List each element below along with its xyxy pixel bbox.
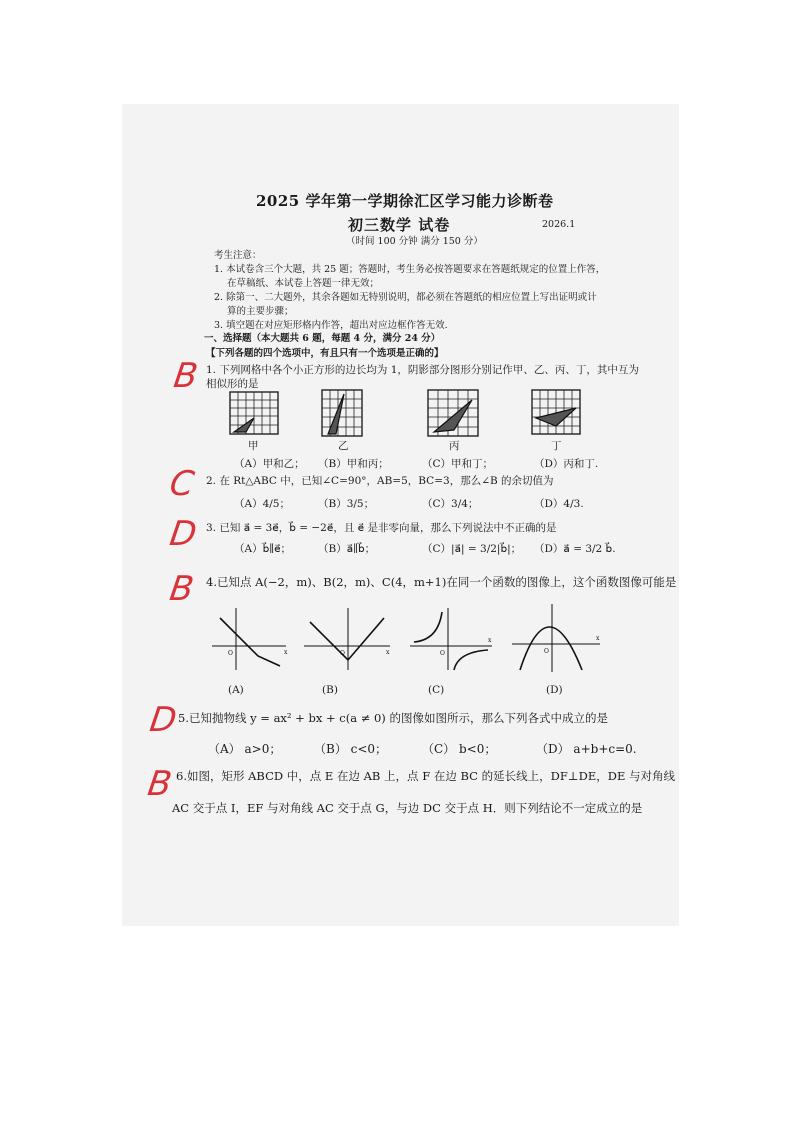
handwritten-answer-4: B	[167, 569, 197, 609]
q3-option-c: （C）|a⃗| = 3/2|b⃗|；	[422, 543, 522, 555]
notes-line-5: 3. 填空题在对应矩形格内作答，超出对应边框作答无效.	[214, 320, 448, 331]
q4-graph-a	[210, 608, 290, 672]
q1-label-bing: 丙	[449, 440, 460, 452]
handwritten-answer-3: D	[167, 514, 199, 554]
svg-text:O: O	[340, 650, 345, 657]
q5-option-d: （D） a+b+c=0.	[536, 742, 637, 756]
q4-stem: 4.已知点 A(−2，m)、B(2，m)、C(4，m+1)在同一个函数的图像上，这个函数图像可能是	[206, 575, 677, 589]
q6-stem-line-1: 6.如图，矩形 ABCD 中，点 E 在边 AB 上，点 F 在边 BC 的延长线上，DF⊥DE，DE 与对角线	[176, 769, 676, 783]
q1-figure-bing	[428, 390, 478, 436]
handwritten-answer-6: B	[145, 764, 175, 804]
q2-option-c: （C）3/4；	[422, 498, 479, 510]
notes-line-2: 在草稿纸、本试卷上答题一律无效；	[227, 278, 380, 289]
q2-option-d: （D）4/3.	[534, 498, 584, 510]
notes-heading: 考生注意：	[214, 250, 262, 261]
q1-stem-line-1: 1. 下列网格中各个小正方形的边长均为 1，阴影部分图形分别记作甲、乙、丙、丁，其中互为	[206, 364, 639, 376]
q1-label-ding: 丁	[551, 440, 562, 452]
q3-option-a: （A）b⃗∥e⃗；	[234, 543, 292, 555]
handwritten-answer-5: D	[147, 700, 179, 740]
q4-option-d: (D)	[546, 684, 563, 696]
q1-option-b: （B）甲和丙；	[318, 458, 389, 470]
notes-line-1: 1. 本试卷含三个大题，共 25 题；答题时，考生务必按答题要求在答题纸规定的位置上作答，	[214, 264, 606, 275]
svg-text:O: O	[440, 650, 445, 657]
q4-option-b: (B)	[322, 684, 338, 696]
q4-graph-b	[302, 608, 392, 672]
q4-option-c: (C)	[428, 684, 445, 696]
q5-option-a: （A） a>0；	[208, 742, 282, 756]
scanned-exam-page	[122, 104, 679, 926]
svg-text:O: O	[228, 650, 233, 657]
section-heading: 一、选择题（本大题共 6 题，每题 4 分，满分 24 分）	[204, 333, 441, 344]
q1-label-jia: 甲	[248, 440, 259, 452]
q5-option-b: （B） c<0；	[314, 742, 388, 756]
q1-figure-jia	[230, 392, 278, 434]
svg-text:x: x	[596, 635, 600, 642]
exam-title: 2025 学年第一学期徐汇区学习能力诊断卷	[256, 192, 554, 210]
q5-stem: 5.已知抛物线 y = ax² + bx + c(a ≠ 0) 的图像如图所示，那么下列各式中成立的是	[178, 711, 608, 725]
time-info: （时间 100 分钟 满分 150 分）	[346, 236, 483, 247]
q3-option-d: （D）a⃗ = 3/2 b⃗.	[534, 543, 616, 555]
svg-text:O: O	[544, 648, 549, 655]
section-instruction: 【下列各题的四个选项中，有且只有一个选项是正确的】	[206, 348, 444, 359]
q4-graph-c	[408, 608, 494, 672]
q1-stem-line-2: 相似形的是	[206, 378, 259, 390]
q1-figure-yi	[322, 390, 362, 436]
q4-graph-d	[510, 604, 602, 674]
q4-option-a: (A)	[228, 684, 244, 696]
q6-stem-line-2: AC 交于点 I，EF 与对角线 AC 交于点 G，与边 DC 交于点 H．则下列结论不一定成立的是	[172, 801, 643, 815]
exam-subtitle: 初三数学 试卷	[348, 216, 451, 234]
svg-text:x: x	[284, 649, 288, 656]
q1-figure-ding	[532, 390, 580, 434]
q1-option-d: （D）丙和丁.	[534, 458, 599, 470]
notes-line-4: 算的主要步骤；	[227, 306, 294, 317]
q5-option-c: （C） b<0；	[422, 742, 497, 756]
q1-option-c: （C）甲和丁；	[422, 458, 494, 470]
q1-option-a: （A）甲和乙；	[234, 458, 305, 470]
handwritten-answer-2: C	[167, 464, 197, 504]
notes-line-3: 2. 除第一、二大题外，其余各题如无特别说明，都必须在答题纸的相应位置上写出证明或计	[214, 292, 597, 303]
q3-stem: 3. 已知 a⃗ = 3e⃗，b⃗ = −2e⃗，且 e⃗ 是非零向量，那么下列说法中不正确的是	[206, 522, 557, 534]
q3-option-b: （B）a⃗∥b⃗；	[318, 543, 376, 555]
svg-text:x: x	[488, 637, 492, 644]
q2-stem: 2. 在 Rt△ABC 中，已知∠C=90°，AB=5，BC=3，那么∠B 的余切值为	[206, 475, 554, 487]
svg-text:x: x	[386, 649, 390, 656]
q2-option-a: （A）4/5；	[234, 498, 290, 510]
q2-option-b: （B）3/5；	[318, 498, 375, 510]
q1-label-yi: 乙	[338, 440, 349, 452]
handwritten-answer-1: B	[171, 356, 201, 396]
exam-date: 2026.1	[542, 219, 576, 230]
